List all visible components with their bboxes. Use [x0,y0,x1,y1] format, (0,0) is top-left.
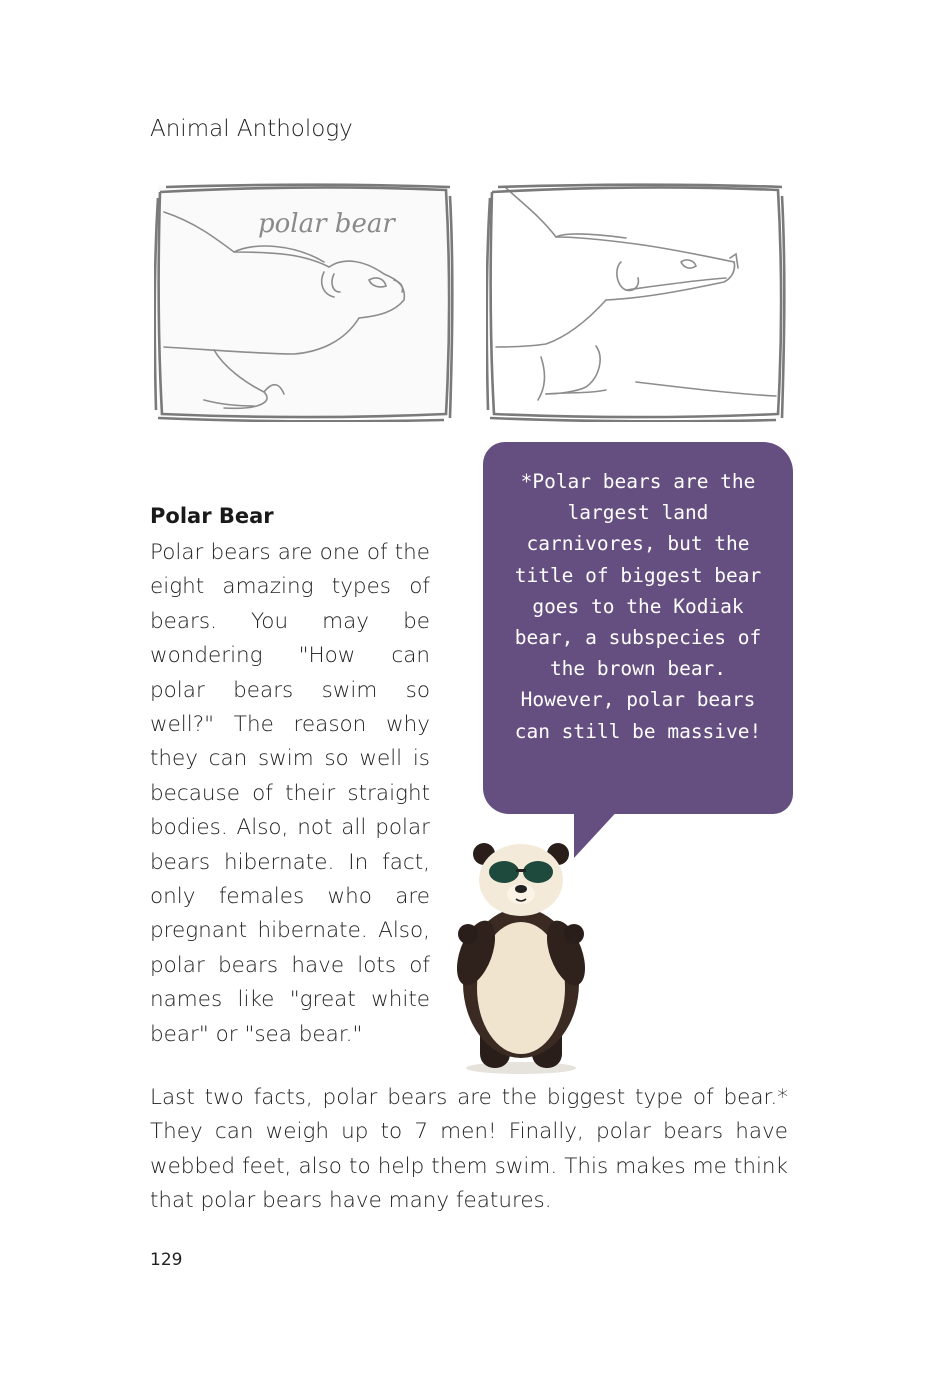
body-paragraph-full: Last two facts, polar bears are the biggest type of bear.* They can weigh up to 7 men! Finally, polar bears have webbed feet, also to help them swim. This makes me think that polar bears have many features. [150,1085,788,1214]
running-header: Animal Anthology [150,116,353,142]
sketch-frame-polar-bear-right [486,182,786,422]
section-title: Polar Bear [150,504,274,528]
polar-bear-sketch-right [486,182,786,422]
callout-text: *Polar bears are the largest land carnivores, but the title of biggest bear goes to the Kodiak bear, a subspecies of the brown bear. However, polar bears can still be massive! [514,470,762,743]
panda-with-sunglasses-illustration [446,838,596,1076]
page-number: 129 [150,1250,183,1270]
polar-bear-sketch-left [154,182,454,422]
body-paragraph-column: Polar bears are one of the eight amazing types of bears. You may be wondering "How can polar bears swim so well?" The reason why they can swim so well is because of their straight bodies. Also, not all polar bears hibernate. In fact, only females who are pregnant hibernate. Also, polar bears have lots of names like "great white bear" or "sea bear." [150,540,430,1047]
sketch-handwritten-label: polar bear [258,209,395,239]
sketch-frame-polar-bear-left [154,182,454,422]
